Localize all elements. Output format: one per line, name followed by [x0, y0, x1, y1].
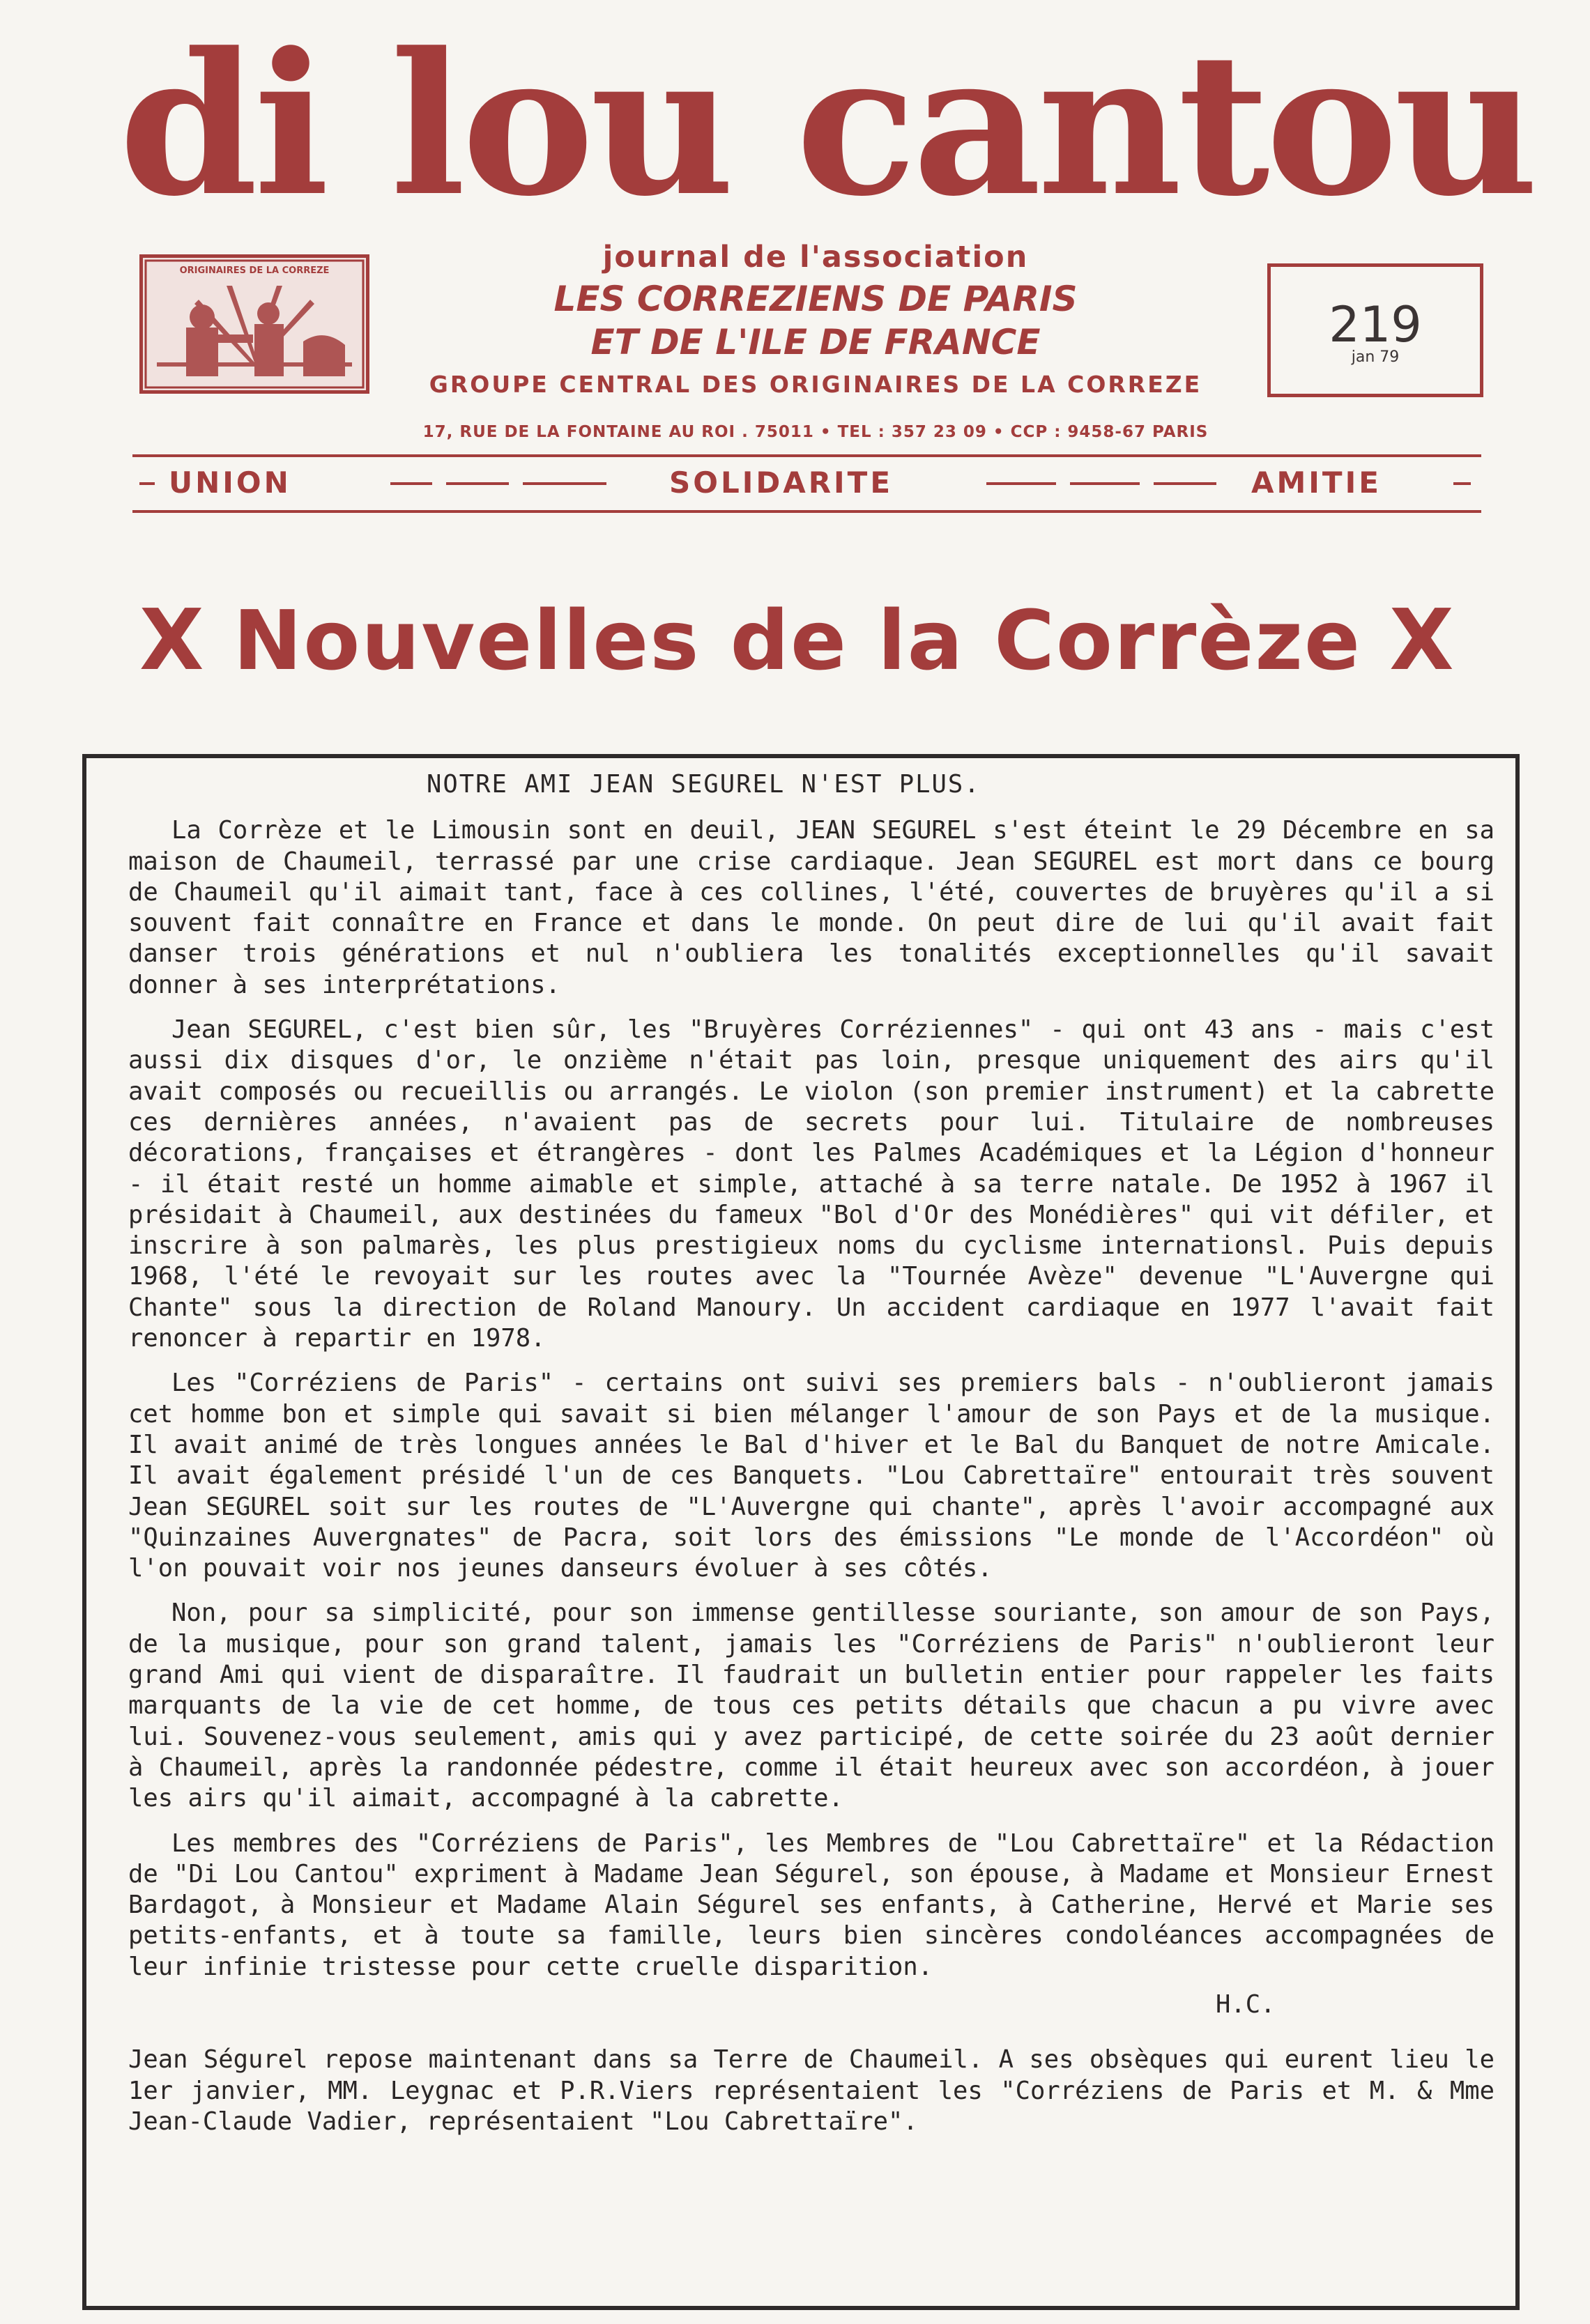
article-paragraph-5: Les membres des "Corréziens de Paris", les Membres de "Lou Cabrettaïre" et la Rédaction de "Di Lou Cantou" expriment à Madame Jean Ségurel, son épouse, à Madame et Monsieur Ernest Bardagot, à Monsieur et Madame Alain Ségurel ses enfants, à Catherine, Hervé et Marie ses petits-enfants, et à toute sa famille, leurs bien sincères condoléances accompagnées de leur infinie tristesse pour cette cruelle disparition. [128, 1829, 1495, 1981]
article-paragraph-1: La Corrèze et le Limousin sont en deuil, JEAN SEGUREL s'est éteint le 29 Décembre en sa maison de Chaumeil, terrassé par une crise cardiaque. Jean SEGUREL est mort dans ce bourg de Chaumeil qu'il aimait tant, face à ces collines, l'été, couvertes de bruyères qu'il a si souvent fait connaître en France et dans le monde. On peut dire de lui qu'il avait fait danser trois générations et nul n'oubliera les tonalités exceptionnelles qu'il savait donner à ses interprétations. [128, 816, 1495, 999]
association-header [390, 237, 1241, 453]
issue-box [1267, 263, 1483, 397]
article-paragraph-3: Les "Corréziens de Paris" - certains ont suivi ses premiers bals - n'oublieront jamais cet homme bon et simple qui savait si bien mélanger l'amour de son Pays et de la musique. Il avait animé de très longues années le Bal d'hiver et le Bal du Banquet de notre Amicale. Il avait également présidé l'un de ces Banquets. "Lou Cabrettaïre" entourait très souvent Jean SEGUREL soit sur les routes de "L'Auvergne qui chante", après l'avoir accompagné aux "Quinzaines Auvergnates" de Pacra, soit lors des émissions "Le monde de l'Accordéon" où l'on pouvait voir nos jeunes danseurs évoluer à ses côtés. [128, 1369, 1495, 1583]
motto-dash [523, 482, 606, 485]
motto-dash [1070, 482, 1140, 485]
motto-amitie: AMITIE [1251, 465, 1382, 500]
logo-caption: ORIGINAIRES DE LA CORREZE [179, 266, 330, 276]
motto-dash [1154, 482, 1216, 485]
article-signature: H.C. [1216, 1990, 1276, 2019]
address-line: 17, RUE DE LA FONTAINE AU ROI . 75011 • TEL : 357 23 09 • CCP : 9458-67 PARIS [422, 423, 1209, 441]
association-name-line2: ET DE L'ILE DE FRANCE [590, 322, 1041, 362]
top-rule [132, 454, 1481, 457]
issue-number: 219 [1329, 296, 1422, 353]
groupe-line: GROUPE CENTRAL DES ORIGINAIRES DE LA CORREZE [429, 371, 1202, 398]
article-final-paragraph: Jean Ségurel repose maintenant dans sa Terre de Chaumeil. A ses obsèques qui eurent lieu le 1er janvier, MM. Leygnac et P.R.Viers représentaient les "Corréziens de Paris et M. & Mme Jean-Claude Vadier, représentaient "Lou Cabrettaïre". [128, 2045, 1495, 2136]
motto-dash [139, 482, 155, 485]
article-body [128, 769, 1495, 2137]
journal-line: journal de l'association [602, 240, 1029, 275]
motto-dash [986, 482, 1056, 485]
issue-date: jan 79 [1351, 348, 1400, 366]
motto-dash [390, 482, 432, 485]
motto-dash [446, 482, 509, 485]
article-box [82, 754, 1520, 2310]
section-marker-right: X [1389, 592, 1455, 689]
article-paragraph-4: Non, pour sa simplicité, pour son immense gentillesse souriante, son amour de son Pays, de la musique, pour son grand talent, jamais les "Corréziens de Paris" n'oublieront leur grand Ami qui vient de disparaître. Il faudrait un bulletin entier pour rappeler les faits marquants de la vie de cet homme, de tous ces petits détails que chacun a pu vivre avec lui. Souvenez-vous seulement, amis qui y avez participé, de cette soirée du 23 août dernier à Chaumeil, après la randonnée pédestre, comme il était heureux avec son accordéon, à jouer les airs qu'il aimait, accompagné à la cabrette. [128, 1599, 1495, 1813]
section-marker-left: X [139, 592, 206, 689]
motto-union: UNION [169, 465, 291, 500]
article-title: NOTRE AMI JEAN SEGUREL N'EST PLUS. [427, 770, 981, 799]
motto-dash [1453, 482, 1471, 485]
association-name-line1: LES CORREZIENS DE PARIS [553, 279, 1078, 319]
association-logo [139, 254, 369, 394]
motto-solidarite: SOLIDARITE [669, 465, 894, 500]
section-title-text: Nouvelles de la Corrèze [233, 592, 1362, 688]
bottom-rule [132, 510, 1481, 513]
masthead-title: di lou cantou [119, 10, 1535, 240]
logo-illustration [143, 258, 366, 390]
motto-row [139, 465, 1471, 502]
article-paragraph-2: Jean SEGUREL, c'est bien sûr, les "Bruyères Corréziennes" - qui ont 43 ans - mais c'est aussi dix disques d'or, le onzième n'était pas loin, presque uniquement des airs qu'il avait composés ou recueillis ou arrangés. Le violon (son premier instrument) et la cabrette ces dernières années, n'avaient pas de secrets pour lui. Titulaire de nombreuses décorations, françaises et étrangères - dont les Palmes Académiques et la Légion d'honneur - il était resté un homme aimable et simple, attaché à sa terre natale. De 1952 à 1967 il présidait à Chaumeil, aux destinées du fameux "Bol d'Or des Monédières" qui vit défiler, et inscrire à son palmarès, les plus prestigieux noms du cyclisme internationsl. Puis depuis 1968, l'été le revoyait sur les routes avec la "Tournée Avèze" devenue "L'Auvergne qui Chante" sous la direction de Roland Manoury. Un accident cardiaque en 1977 l'avait fait renoncer à repartir en 1978. [128, 1015, 1495, 1353]
section-title [112, 592, 1471, 689]
